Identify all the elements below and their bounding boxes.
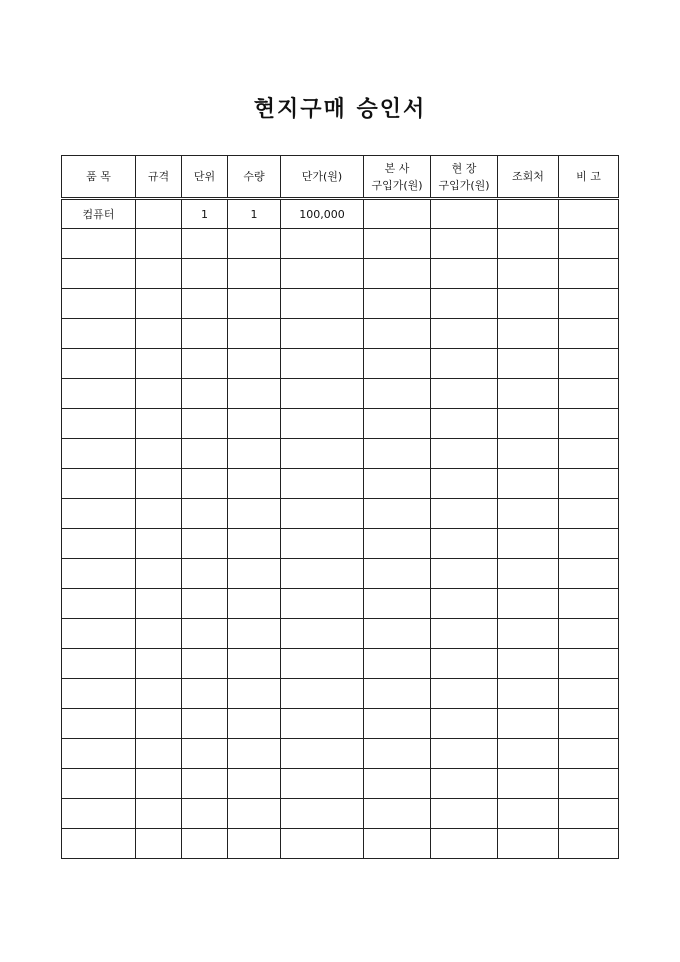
table-row	[62, 379, 619, 409]
cell-remarks	[559, 529, 619, 559]
cell-hq_price	[364, 349, 431, 379]
cell-qty	[228, 739, 281, 769]
cell-spec	[136, 199, 182, 229]
cell-remarks	[559, 229, 619, 259]
cell-qty	[228, 499, 281, 529]
cell-site_price	[431, 799, 498, 829]
cell-unit	[182, 409, 228, 439]
cell-hq_price	[364, 739, 431, 769]
cell-spec	[136, 379, 182, 409]
cell-remarks	[559, 649, 619, 679]
cell-unit_price	[281, 529, 364, 559]
cell-qty	[228, 349, 281, 379]
cell-site_price	[431, 289, 498, 319]
table-row	[62, 469, 619, 499]
column-header-spec	[136, 156, 182, 199]
table-row	[62, 259, 619, 289]
cell-item	[62, 439, 136, 469]
cell-unit_price	[281, 829, 364, 859]
cell-unit_price	[281, 799, 364, 829]
table-row	[62, 229, 619, 259]
cell-remarks	[559, 709, 619, 739]
cell-item	[62, 259, 136, 289]
cell-unit_price	[281, 559, 364, 589]
cell-unit_price	[281, 769, 364, 799]
table-row	[62, 829, 619, 859]
cell-unit	[182, 709, 228, 739]
cell-item	[62, 739, 136, 769]
cell-unit	[182, 529, 228, 559]
cell-inquiry	[498, 439, 559, 469]
cell-remarks	[559, 409, 619, 439]
cell-spec	[136, 679, 182, 709]
cell-remarks	[559, 319, 619, 349]
cell-unit_price	[281, 229, 364, 259]
cell-inquiry	[498, 319, 559, 349]
cell-spec	[136, 469, 182, 499]
cell-spec	[136, 409, 182, 439]
cell-hq_price	[364, 679, 431, 709]
table-row	[62, 439, 619, 469]
cell-qty: 1	[228, 199, 281, 229]
cell-spec	[136, 529, 182, 559]
cell-hq_price	[364, 439, 431, 469]
cell-unit	[182, 589, 228, 619]
cell-site_price	[431, 229, 498, 259]
cell-hq_price	[364, 559, 431, 589]
cell-hq_price	[364, 199, 431, 229]
cell-inquiry	[498, 829, 559, 859]
cell-hq_price	[364, 469, 431, 499]
cell-spec	[136, 769, 182, 799]
column-header-line: 수량	[243, 170, 265, 183]
cell-unit	[182, 769, 228, 799]
cell-inquiry	[498, 649, 559, 679]
cell-remarks	[559, 799, 619, 829]
cell-item	[62, 379, 136, 409]
cell-inquiry	[498, 739, 559, 769]
cell-unit_price	[281, 259, 364, 289]
cell-site_price	[431, 739, 498, 769]
cell-item	[62, 529, 136, 559]
cell-spec	[136, 349, 182, 379]
cell-spec	[136, 709, 182, 739]
cell-unit_price	[281, 289, 364, 319]
cell-remarks	[559, 769, 619, 799]
cell-hq_price	[364, 229, 431, 259]
cell-site_price	[431, 679, 498, 709]
cell-hq_price	[364, 409, 431, 439]
cell-inquiry	[498, 259, 559, 289]
table-row	[62, 709, 619, 739]
table-body	[62, 199, 619, 859]
cell-spec	[136, 619, 182, 649]
cell-inquiry	[498, 529, 559, 559]
cell-remarks	[559, 739, 619, 769]
column-header-line: 조회처	[512, 170, 544, 183]
cell-spec	[136, 439, 182, 469]
table-row	[62, 649, 619, 679]
cell-site_price	[431, 259, 498, 289]
column-header-site_price	[431, 156, 498, 199]
table-row	[62, 559, 619, 589]
cell-unit	[182, 439, 228, 469]
cell-unit	[182, 739, 228, 769]
column-header-line: 본 사	[384, 161, 410, 175]
cell-unit_price	[281, 439, 364, 469]
cell-site_price	[431, 769, 498, 799]
cell-site_price	[431, 439, 498, 469]
cell-item	[62, 769, 136, 799]
cell-unit	[182, 289, 228, 319]
cell-hq_price	[364, 379, 431, 409]
cell-remarks	[559, 199, 619, 229]
table-row	[62, 499, 619, 529]
cell-remarks	[559, 289, 619, 319]
cell-qty	[228, 709, 281, 739]
column-header-unit_price	[281, 156, 364, 199]
cell-item	[62, 589, 136, 619]
cell-unit	[182, 319, 228, 349]
cell-qty	[228, 799, 281, 829]
cell-site_price	[431, 469, 498, 499]
cell-inquiry	[498, 559, 559, 589]
column-header-remarks	[559, 156, 619, 199]
table-header-row	[62, 156, 619, 199]
cell-remarks	[559, 499, 619, 529]
cell-qty	[228, 439, 281, 469]
cell-hq_price	[364, 499, 431, 529]
cell-unit	[182, 259, 228, 289]
cell-inquiry	[498, 709, 559, 739]
cell-qty	[228, 529, 281, 559]
cell-unit	[182, 829, 228, 859]
cell-site_price	[431, 409, 498, 439]
cell-remarks	[559, 559, 619, 589]
cell-spec	[136, 799, 182, 829]
column-header-line: 구입가(원)	[371, 178, 423, 192]
cell-remarks	[559, 589, 619, 619]
cell-unit_price	[281, 409, 364, 439]
cell-item	[62, 229, 136, 259]
table-row	[62, 199, 619, 229]
table-row	[62, 739, 619, 769]
purchase-approval-table	[61, 155, 619, 859]
cell-hq_price	[364, 799, 431, 829]
cell-inquiry	[498, 769, 559, 799]
cell-unit	[182, 349, 228, 379]
cell-item	[62, 319, 136, 349]
cell-hq_price	[364, 769, 431, 799]
cell-hq_price	[364, 319, 431, 349]
column-header-qty	[228, 156, 281, 199]
cell-site_price	[431, 559, 498, 589]
cell-unit_price	[281, 679, 364, 709]
table-row	[62, 349, 619, 379]
cell-item	[62, 709, 136, 739]
table-row	[62, 409, 619, 439]
cell-item: 컴퓨터	[62, 199, 136, 229]
cell-remarks	[559, 679, 619, 709]
cell-hq_price	[364, 709, 431, 739]
cell-inquiry	[498, 619, 559, 649]
cell-spec	[136, 739, 182, 769]
cell-unit_price	[281, 649, 364, 679]
cell-unit_price	[281, 469, 364, 499]
table-row	[62, 679, 619, 709]
cell-qty	[228, 649, 281, 679]
cell-qty	[228, 379, 281, 409]
cell-inquiry	[498, 229, 559, 259]
column-header-item	[62, 156, 136, 199]
cell-item	[62, 619, 136, 649]
cell-inquiry	[498, 349, 559, 379]
cell-hq_price	[364, 289, 431, 319]
cell-site_price	[431, 529, 498, 559]
cell-unit	[182, 499, 228, 529]
cell-unit_price	[281, 619, 364, 649]
cell-site_price	[431, 649, 498, 679]
cell-unit	[182, 379, 228, 409]
table-row	[62, 799, 619, 829]
cell-spec	[136, 319, 182, 349]
cell-remarks	[559, 379, 619, 409]
table-row	[62, 769, 619, 799]
cell-qty	[228, 769, 281, 799]
cell-remarks	[559, 469, 619, 499]
cell-qty	[228, 679, 281, 709]
column-header-line: 규격	[147, 170, 170, 183]
cell-unit	[182, 469, 228, 499]
cell-item	[62, 799, 136, 829]
table-row	[62, 319, 619, 349]
column-header-line: 현 장	[451, 161, 477, 175]
cell-remarks	[559, 619, 619, 649]
cell-unit	[182, 679, 228, 709]
cell-site_price	[431, 829, 498, 859]
column-header-unit	[182, 156, 228, 199]
cell-spec	[136, 259, 182, 289]
cell-inquiry	[498, 469, 559, 499]
cell-unit_price	[281, 379, 364, 409]
cell-hq_price	[364, 619, 431, 649]
cell-site_price	[431, 589, 498, 619]
column-header-line: 단가(원)	[301, 170, 343, 183]
cell-hq_price	[364, 649, 431, 679]
cell-spec	[136, 649, 182, 679]
cell-qty	[228, 559, 281, 589]
cell-spec	[136, 229, 182, 259]
cell-unit_price	[281, 499, 364, 529]
cell-item	[62, 559, 136, 589]
cell-spec	[136, 829, 182, 859]
cell-qty	[228, 259, 281, 289]
cell-remarks	[559, 829, 619, 859]
cell-inquiry	[498, 499, 559, 529]
cell-qty	[228, 619, 281, 649]
cell-qty	[228, 589, 281, 619]
cell-unit	[182, 619, 228, 649]
cell-hq_price	[364, 589, 431, 619]
cell-remarks	[559, 439, 619, 469]
table-row	[62, 619, 619, 649]
cell-inquiry	[498, 199, 559, 229]
cell-qty	[228, 469, 281, 499]
table-row	[62, 289, 619, 319]
cell-inquiry	[498, 379, 559, 409]
cell-unit	[182, 559, 228, 589]
cell-unit_price	[281, 319, 364, 349]
cell-qty	[228, 289, 281, 319]
table-row	[62, 589, 619, 619]
cell-site_price	[431, 319, 498, 349]
cell-site_price	[431, 709, 498, 739]
cell-unit	[182, 229, 228, 259]
cell-unit_price: 100,000	[281, 199, 364, 229]
cell-unit_price	[281, 739, 364, 769]
cell-remarks	[559, 259, 619, 289]
cell-inquiry	[498, 799, 559, 829]
cell-qty	[228, 829, 281, 859]
cell-item	[62, 469, 136, 499]
cell-hq_price	[364, 259, 431, 289]
cell-qty	[228, 319, 281, 349]
cell-unit_price	[281, 709, 364, 739]
cell-site_price	[431, 619, 498, 649]
cell-spec	[136, 589, 182, 619]
cell-unit_price	[281, 589, 364, 619]
cell-item	[62, 649, 136, 679]
cell-site_price	[431, 349, 498, 379]
cell-unit	[182, 649, 228, 679]
document-title: 현지구매 승인서	[253, 97, 427, 122]
cell-item	[62, 349, 136, 379]
cell-hq_price	[364, 829, 431, 859]
cell-inquiry	[498, 589, 559, 619]
column-header-line: 구입가(원)	[438, 178, 490, 192]
cell-item	[62, 499, 136, 529]
cell-qty	[228, 409, 281, 439]
column-header-line: 비 고	[576, 170, 601, 183]
cell-item	[62, 829, 136, 859]
cell-inquiry	[498, 409, 559, 439]
cell-spec	[136, 289, 182, 319]
cell-item	[62, 289, 136, 319]
cell-inquiry	[498, 679, 559, 709]
cell-spec	[136, 499, 182, 529]
cell-qty	[228, 229, 281, 259]
cell-remarks	[559, 349, 619, 379]
cell-site_price	[431, 379, 498, 409]
column-header-line: 품 목	[86, 170, 111, 183]
table-row	[62, 529, 619, 559]
cell-site_price	[431, 199, 498, 229]
cell-unit	[182, 799, 228, 829]
column-header-inquiry	[498, 156, 559, 199]
column-header-hq_price	[364, 156, 431, 199]
cell-hq_price	[364, 529, 431, 559]
cell-inquiry	[498, 289, 559, 319]
cell-item	[62, 409, 136, 439]
cell-unit: 1	[182, 199, 228, 229]
cell-site_price	[431, 499, 498, 529]
cell-item	[62, 679, 136, 709]
column-header-line: 단위	[193, 170, 216, 183]
cell-spec	[136, 559, 182, 589]
cell-unit_price	[281, 349, 364, 379]
